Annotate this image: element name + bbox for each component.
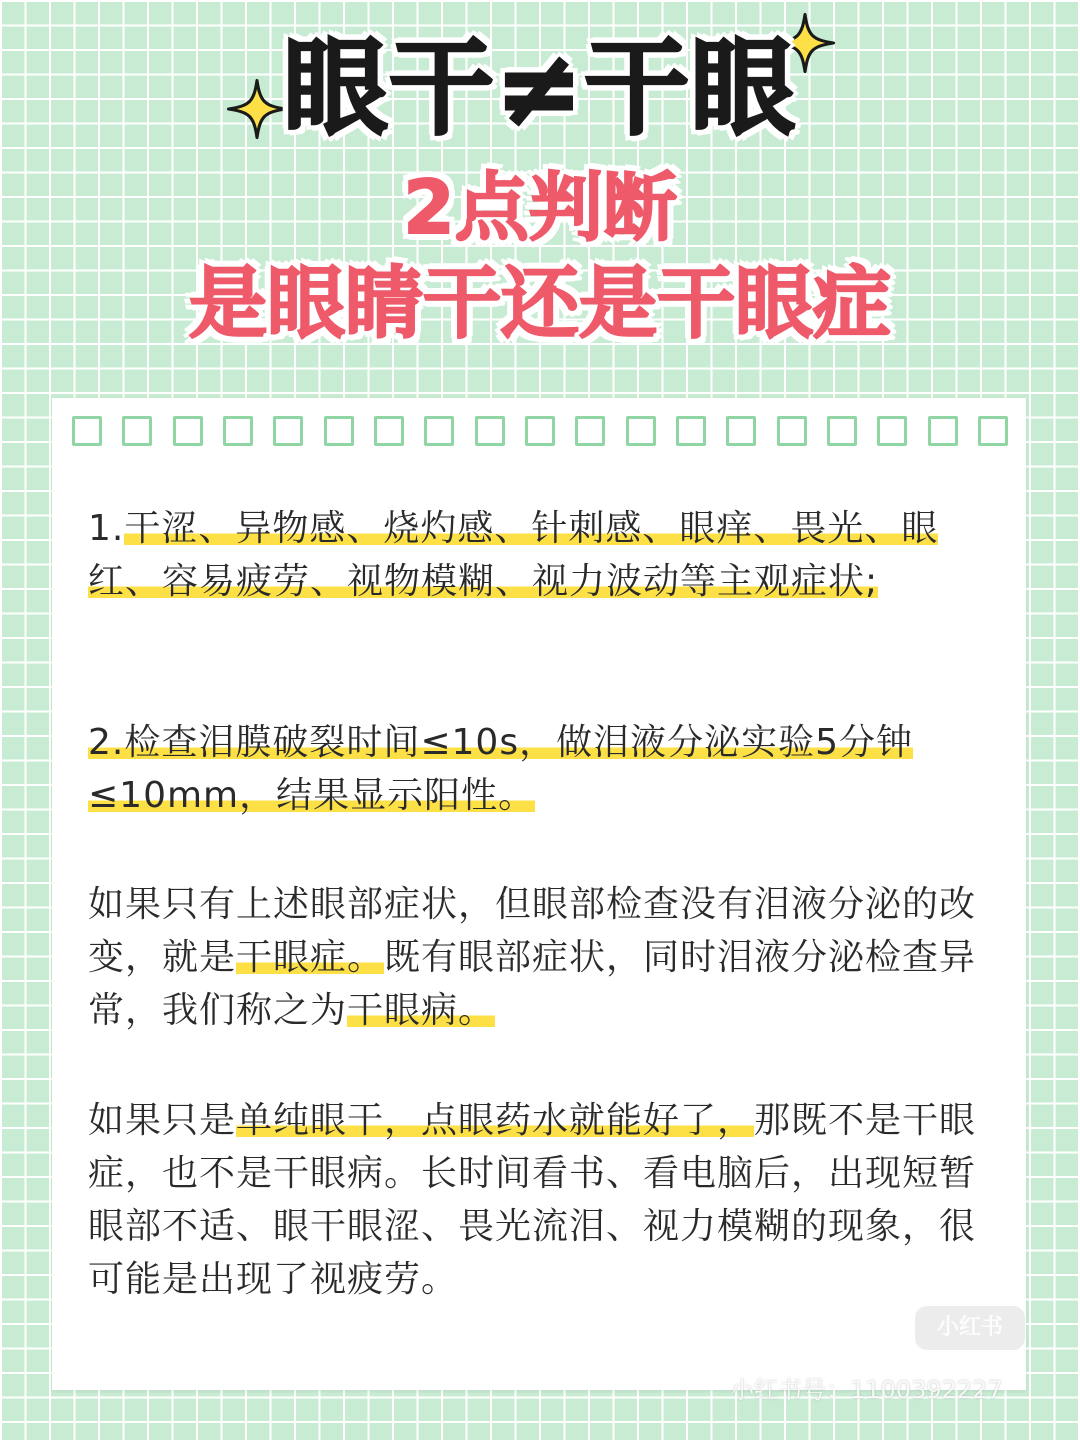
paragraph-number: 1. (88, 508, 125, 549)
binding-hole (122, 416, 152, 446)
binding-hole (475, 416, 505, 446)
binding-hole (726, 416, 756, 446)
highlighted-text: 干涩、异物感、烧灼感、针刺感、眼痒、畏光、眼红、容易疲劳、视物模糊、视力波动等主观症状; (88, 508, 939, 602)
binding-hole (827, 416, 857, 446)
binding-hole (173, 416, 203, 446)
paragraph-examination (88, 716, 1012, 822)
notebook-binding (72, 416, 1008, 450)
binding-hole (978, 416, 1008, 446)
binding-hole (424, 416, 454, 446)
binding-hole (273, 416, 303, 446)
page-title: 眼干≠干眼 (283, 27, 797, 149)
binding-hole (223, 416, 253, 446)
binding-hole (777, 416, 807, 446)
subtitle-line-1: 2点判断 (403, 165, 677, 251)
watermark-logo: 小红书 (915, 1306, 1025, 1350)
subtitle-line-2: 是眼睛干还是干眼症 (188, 259, 891, 349)
binding-hole (72, 416, 102, 446)
body-text: 如果只有上述眼部症状，但眼部检查没有泪液分泌的改变，就是 (88, 884, 977, 978)
highlighted-text: 干眼症。 (236, 937, 385, 978)
content-card (52, 398, 1026, 1390)
watermark-account-id: 小红书号：1100392227 (730, 1376, 1003, 1404)
binding-hole (575, 416, 605, 446)
header (0, 0, 1080, 380)
highlighted-text: 2.检查泪膜破裂时间≤10s，做泪液分泌实验5分钟≤10mm，结果显示阳性。 (88, 722, 913, 816)
binding-hole (928, 416, 958, 446)
binding-hole (626, 416, 656, 446)
body-text: 如果只是 (88, 1100, 237, 1141)
body-text: 那既不是干眼症，也不是干眼病。长时间看书、看电脑后，出现短暂眼部不适、眼干眼涩、畏光流泪、视力模糊的现象，很可能是出现了视疲劳。 (88, 1100, 977, 1300)
paragraph-symptoms (88, 502, 1012, 608)
paragraph-simple-dryness (88, 1094, 1012, 1306)
body-text: 既有眼部症状，同时泪液分泌检查异常，我们称之为 (88, 937, 977, 1031)
binding-hole (374, 416, 404, 446)
paragraph-diagnosis (88, 878, 1012, 1037)
highlighted-text: 干眼病。 (347, 990, 496, 1031)
binding-hole (525, 416, 555, 446)
binding-hole (877, 416, 907, 446)
highlighted-text: 单纯眼干，点眼药水就能好了， (236, 1100, 755, 1141)
binding-hole (324, 416, 354, 446)
binding-hole (676, 416, 706, 446)
